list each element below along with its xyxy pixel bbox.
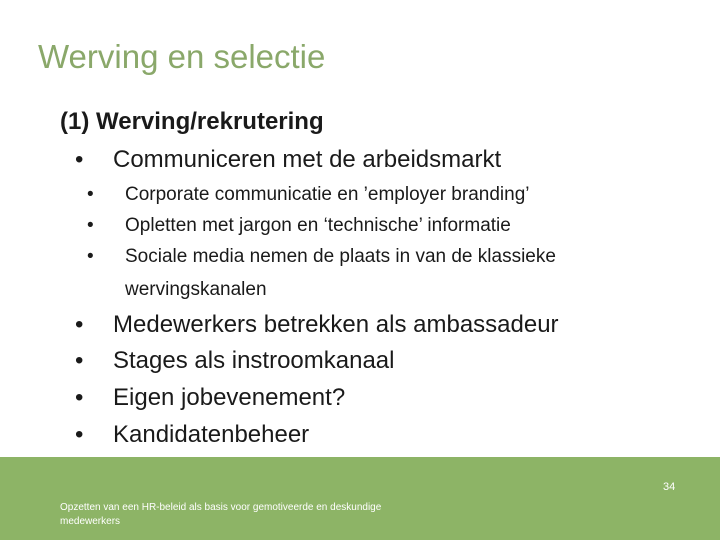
section-heading: (1) Werving/rekrutering (60, 108, 324, 135)
bullet-dot: • (87, 184, 94, 205)
sub-bullet-text: Opletten met jargon en ‘technische’ informatie (125, 215, 511, 236)
sub-bullet-text: Corporate communicatie en ’employer branding’ (125, 184, 530, 205)
bullet-text: Communiceren met de arbeidsmarkt (113, 146, 502, 173)
sub-bullet-text: wervingskanalen (125, 279, 267, 300)
bullet-dot: • (75, 384, 84, 411)
footer-text (60, 501, 440, 529)
bullet-text: Medewerkers betrekken als ambassadeur (113, 311, 559, 338)
bullet-dot: • (75, 146, 84, 173)
bullet-text: Stages als instroomkanaal (113, 347, 395, 374)
bullet-dot: • (75, 311, 84, 338)
sub-bullet-text: Sociale media nemen de plaats in van de klassieke (125, 246, 556, 267)
slide-title: Werving en selectie (38, 38, 326, 75)
footer-bar (0, 457, 720, 540)
bullet-dot: • (87, 215, 94, 236)
bullet-text: Kandidatenbeheer (113, 421, 310, 448)
bullet-dot: • (87, 246, 94, 267)
bullet-dot: • (75, 347, 84, 374)
footer-line: medewerkers (60, 516, 121, 527)
bullet-dot: • (75, 421, 84, 448)
footer-line: Opzetten van een HR-beleid als basis voor gemotiveerde en deskundige (60, 502, 382, 513)
bullet-text: Eigen jobevenement? (113, 384, 346, 411)
page-number: 34 (663, 481, 676, 493)
